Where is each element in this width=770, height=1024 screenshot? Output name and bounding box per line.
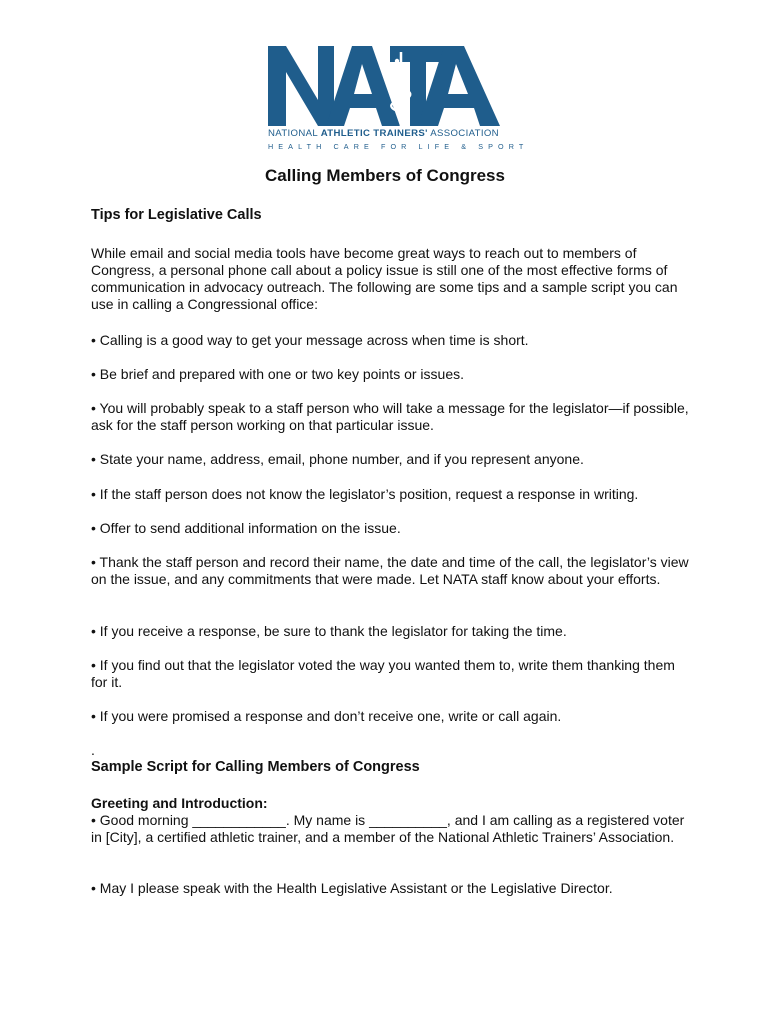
- tip-item: • Thank the staff person and record their name, the date and time of the call, the legislator’s view on the issue, and any commitments that were made. Let NATA staff know about your efforts.: [91, 554, 689, 587]
- tip-item: • If you receive a response, be sure to thank the legislator for taking the time.: [91, 623, 567, 639]
- script-heading: Sample Script for Calling Members of Congress: [91, 759, 420, 775]
- tips-heading: Tips for Legislative Calls: [91, 207, 262, 223]
- tip-item: • Be brief and prepared with one or two key points or issues.: [91, 366, 464, 382]
- tip-item: • If the staff person does not know the legislator’s position, request a response in writing.: [91, 486, 639, 502]
- tip-item: • Calling is a good way to get your message across when time is short.: [91, 332, 529, 348]
- tip-item: • If you find out that the legislator voted the way you wanted them to, write them thanking them for it.: [91, 657, 675, 690]
- logo-org-name-suffix: ASSOCIATION: [427, 128, 499, 139]
- tip-item: • If you were promised a response and don’t receive one, write or call again.: [91, 708, 562, 724]
- page-title: Calling Members of Congress: [265, 166, 505, 185]
- tips-intro: While email and social media tools have become great ways to reach out to members of Congress, a personal phone call about a policy issue is still one of the most effective forms of communication in advocacy outreach. The following are some tips and a sample script you can use in calling a Congressional office:: [91, 245, 678, 312]
- tip-item: • Offer to send additional information on the issue.: [91, 520, 401, 536]
- logo-org-name-bold: ATHLETIC TRAINERS': [320, 128, 428, 139]
- tip-item: • You will probably speak to a staff person who will take a message for the legislator—if possible, ask for the staff person working on that particular issue.: [91, 400, 689, 433]
- request-text: • May I please speak with the Health Legislative Assistant or the Legislative Director.: [91, 880, 613, 896]
- greeting-text: • Good morning ____________. My name is __________, and I am calling as a registered voter in [City], a certified athletic trainer, and a member of the National Athletic Trainers’ Association.: [91, 812, 685, 845]
- greeting-heading: Greeting and Introduction:: [91, 795, 268, 811]
- nata-letters-mark: [268, 44, 502, 128]
- tip-item: • State your name, address, email, phone number, and if you represent anyone.: [91, 451, 584, 467]
- logo-org-name-prefix: NATIONAL: [268, 128, 321, 139]
- nata-logo: [268, 44, 529, 156]
- stray-period: .: [91, 742, 95, 758]
- logo-tagline: HEALTH CARE FOR LIFE & SPORT: [268, 142, 529, 151]
- logo-org-name: [268, 128, 502, 139]
